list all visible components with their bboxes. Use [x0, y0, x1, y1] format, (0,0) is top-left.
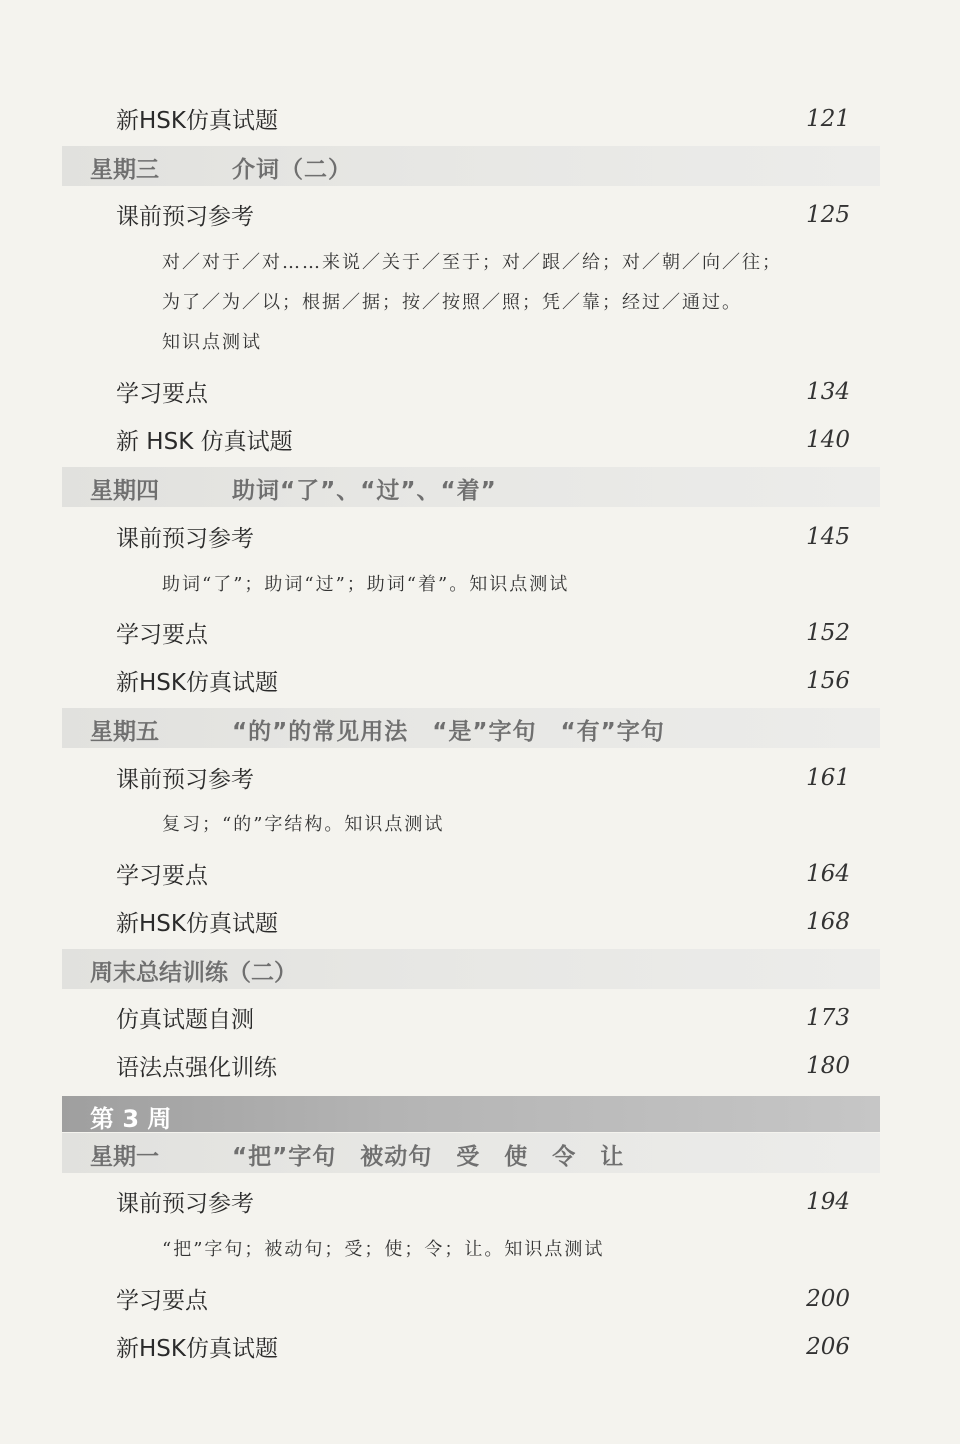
toc-entry-page: 134 [806, 379, 850, 405]
toc-entry-page: 140 [806, 427, 850, 453]
toc-entry-label: 学习要点 [116, 381, 208, 407]
toc-entry-page: 206 [806, 1334, 850, 1360]
toc-detail-line: 对／对于／对……来说／关于／至于；对／跟／给；对／朝／向／往； [162, 252, 782, 273]
toc-entry-label: 新 HSK 仿真试题 [116, 429, 293, 455]
toc-entry-label: 学习要点 [116, 1288, 208, 1314]
section-day: 星期三 [90, 157, 159, 183]
toc-entry-label: 学习要点 [116, 622, 208, 648]
toc-entry-page: 145 [806, 524, 850, 550]
toc-entry-page: 156 [806, 668, 850, 694]
section-topic: 介词（二） [232, 157, 352, 183]
toc-detail-line: 为了／为／以；根据／据；按／按照／照；凭／靠；经过／通过。 [162, 292, 742, 313]
toc-entry-page: 194 [806, 1189, 850, 1215]
toc-entry-label: 学习要点 [116, 863, 208, 889]
toc-detail-line: 复习；“的”字结构。知识点测试 [162, 814, 445, 835]
toc-entry-label: 课前预习参考 [116, 767, 254, 793]
toc-entry-page: 125 [806, 202, 850, 228]
toc-entry-page: 200 [806, 1286, 850, 1312]
toc-entry-page: 164 [806, 861, 850, 887]
section-header-band [62, 146, 880, 186]
toc-detail-line: “把”字句；被动句；受；使；令；让。知识点测试 [162, 1239, 605, 1260]
toc-entry-label: 新HSK仿真试题 [116, 670, 278, 696]
toc-entry-label: 课前预习参考 [116, 204, 254, 230]
toc-entry-page: 121 [806, 106, 850, 132]
section-day: 星期四 [90, 478, 159, 504]
toc-entry-label: 语法点强化训练 [116, 1055, 277, 1081]
weekend-title: 周末总结训练（二） [90, 960, 297, 986]
toc-entry-page: 173 [806, 1005, 850, 1031]
toc-entry-page: 152 [806, 620, 850, 646]
week-header-band [62, 1096, 880, 1132]
toc-entry-label: 仿真试题自测 [116, 1007, 254, 1033]
section-day: 星期一 [90, 1144, 159, 1170]
toc-detail-line: 助词“了”；助词“过”；助词“着”。知识点测试 [162, 574, 570, 595]
toc-entry-label: 新HSK仿真试题 [116, 911, 278, 937]
toc-detail-line: 知识点测试 [162, 332, 262, 353]
toc-entry-page: 161 [806, 765, 850, 791]
section-topic: “把”字句 被动句 受 使 令 让 [232, 1144, 625, 1170]
toc-entry-label: 课前预习参考 [116, 1191, 254, 1217]
toc-entry-page: 168 [806, 909, 850, 935]
toc-entry-label: 新HSK仿真试题 [116, 108, 278, 134]
week-label: 第 3 周 [90, 1105, 172, 1133]
toc-entry-page: 180 [806, 1053, 850, 1079]
section-topic: 助词“了”、“过”、“着” [232, 478, 497, 504]
section-day: 星期五 [90, 719, 159, 745]
toc-entry-label: 课前预习参考 [116, 526, 254, 552]
section-topic: “的”的常见用法 “是”字句 “有”字句 [232, 719, 665, 745]
toc-entry-label: 新HSK仿真试题 [116, 1336, 278, 1362]
